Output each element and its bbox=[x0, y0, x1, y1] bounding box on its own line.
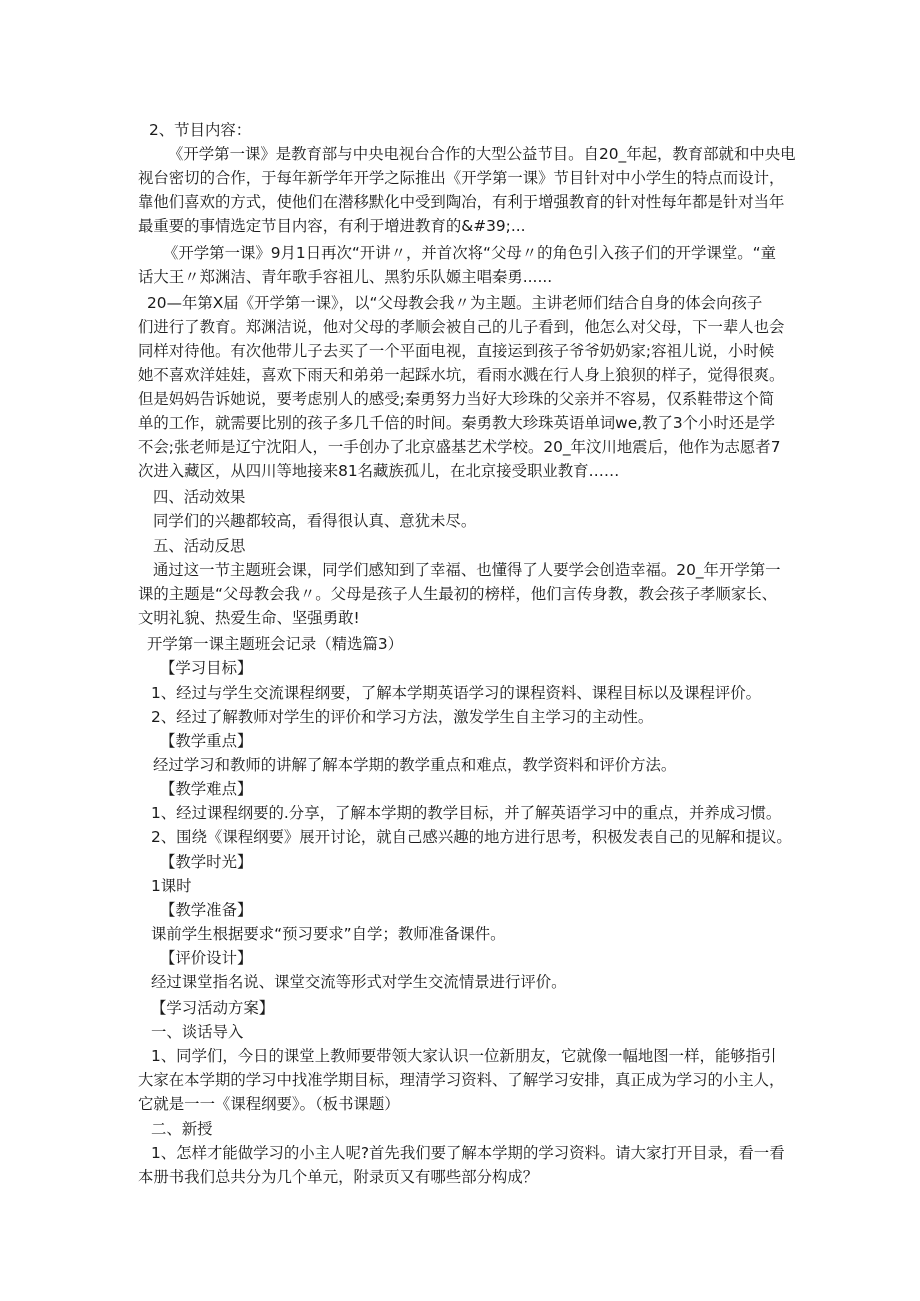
text-line: 1、经过与学生交流课程纲要，了解本学期英语学习的课程资料、课程目标以及课程评价。 bbox=[151, 684, 762, 702]
text-line: 【教学难点】 bbox=[160, 780, 253, 798]
text-line: 最重要的事情选定节目内容，有利于增进教育的&#39;... bbox=[138, 217, 526, 235]
text-line: 二、新授 bbox=[151, 1120, 213, 1138]
text-line: 文明礼貌、热爱生命、坚强勇敢! bbox=[138, 609, 360, 627]
text-line: 2、经过了解教师对学生的评价和学习方法，激发学生自主学习的主动性。 bbox=[151, 708, 654, 726]
text-line: 【教学准备】 bbox=[160, 901, 253, 919]
text-line: 20—年第X届《开学第一课》，以“父母教会我〃为主题。主讲老师们结合自身的体会向孩子 bbox=[147, 294, 763, 312]
text-line: 【教学时光】 bbox=[160, 853, 253, 871]
text-line: 经过学习和教师的讲解了解本学期的教学重点和难点，教学资料和评价方法。 bbox=[153, 756, 677, 774]
text-line: 【教学重点】 bbox=[160, 732, 253, 750]
text-line: 1课时 bbox=[151, 877, 192, 895]
text-line: 五、活动反思 bbox=[153, 537, 246, 555]
text-line: 同样对待他。有次他带儿子去买了一个平面电视，直接运到孩子爷爷奶奶家;容祖儿说，小时候 bbox=[138, 342, 775, 360]
text-line: 一、谈话导入 bbox=[151, 1023, 244, 1041]
text-line: 课前学生根据要求“预习要求”自学；教师准备课件。 bbox=[151, 925, 506, 943]
text-line: 通过这一节主题班会课，同学们感知到了幸福、也懂得了人要学会创造幸福。20_年开学第一 bbox=[153, 561, 781, 579]
text-line: 开学第一课主题班会记录（精选篇3） bbox=[147, 635, 404, 653]
text-line: 它就是一一《课程纲要》。（板书课题） bbox=[138, 1095, 400, 1113]
text-line: 不会;张老师是辽宁沈阳人，一手创办了北京盛基艺术学校。20_年汶川地震后，他作为志愿者7 bbox=[138, 438, 781, 456]
text-line: 2、围绕《课程纲要》展开讨论，就自己感兴趣的地方进行思考，积极发表自己的见解和提议。 bbox=[151, 828, 792, 846]
text-line: 本册书我们总共分为几个单元，附录页又有哪些部分构成？ bbox=[138, 1168, 539, 1186]
text-line: 《开学第一课》9月1日再次“开讲〃，并首次将“父母〃的角色引入孩子们的开学课堂。“童 bbox=[163, 244, 776, 262]
text-line: 课的主题是“父母教会我〃。父母是孩子人生最初的榜样，他们言传身教，教会孩子孝顺家长、 bbox=[138, 585, 777, 603]
text-line: 经过课堂指名说、课堂交流等形式对学生交流情景进行评价。 bbox=[151, 973, 567, 991]
text-line: 2、节目内容： bbox=[149, 121, 252, 139]
text-line: 同学们的兴趣都较高，看得很认真、意犹未尽。 bbox=[153, 512, 477, 530]
text-line: 们进行了教育。郑渊洁说，他对父母的孝顺会被自己的儿子看到，他怎么对父母，下一辈人也会 bbox=[138, 318, 785, 336]
text-line: 单的工作，就需要比别的孩子多几千倍的时间。秦勇教大珍珠英语单词we,教了3个小时还是学 bbox=[138, 414, 775, 432]
text-line: 次进入藏区，从四川等地接来81名藏族孤儿，在北京接受职业教育…… bbox=[138, 462, 620, 480]
text-line: 1、同学们，今日的课堂上教师要带领大家认识一位新朋友，它就像一幅地图一样，能够指引 bbox=[151, 1047, 777, 1065]
text-line: 【评价设计】 bbox=[160, 949, 253, 967]
text-line: 她不喜欢洋娃娃，喜欢下雨天和弟弟一起踩水坑，看雨水溅在行人身上狼狈的样子，觉得很爽。 bbox=[138, 366, 785, 384]
text-line: 但是妈妈告诉她说，要考虑别人的感受;秦勇努力当好大珍珠的父亲并不容易，仅系鞋带这个简 bbox=[138, 390, 775, 408]
text-line: 话大王〃郑渊洁、青年歌手容祖儿、黑豹乐队嫄主唱秦勇...... bbox=[138, 268, 553, 286]
text-line: 四、活动效果 bbox=[153, 488, 246, 506]
text-line: 《开学第一课》是教育部与中央电视台合作的大型公益节目。自20_年起，教育部就和中央电 bbox=[168, 145, 796, 163]
text-line: 大家在本学期的学习中找准学期目标，理清学习资料、了解学习安排，真正成为学习的小主人， bbox=[138, 1071, 785, 1089]
text-line: 靠他们喜欢的方式，使他们在潜移默化中受到陶冶，有利于增强教育的针对性每年都是针对当年 bbox=[138, 193, 785, 211]
text-line: 【学习目标】 bbox=[160, 659, 253, 677]
text-line: 1、怎样才能做学习的小主人呢?首先我们要了解本学期的学习资料。请大家打开目录，看一看 bbox=[151, 1144, 785, 1162]
text-line: 1、经过课程纲要的.分享，了解本学期的教学目标，并了解英语学习中的重点，并养成习惯。 bbox=[151, 804, 782, 822]
text-line: 视台密切的合作，于每年新学年开学之际推出《开学第一课》节目针对中小学生的特点而设计， bbox=[138, 169, 785, 187]
text-line: 【学习活动方案】 bbox=[151, 999, 275, 1017]
